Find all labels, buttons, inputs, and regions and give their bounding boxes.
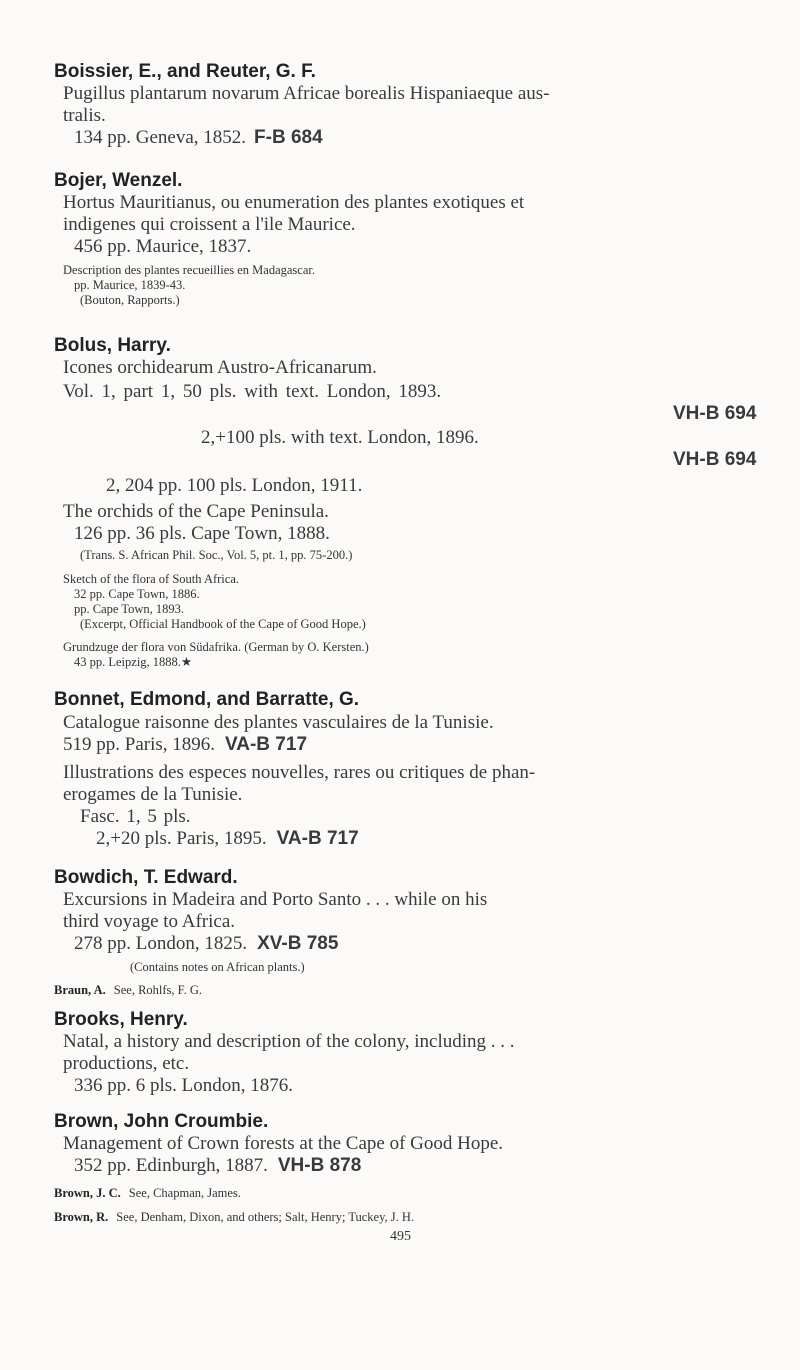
call-number: VH-B 694 bbox=[673, 449, 757, 470]
imprint-line: 2, 204 pp. 100 pls. London, 1911. bbox=[106, 475, 363, 496]
title-line: The orchids of the Cape Peninsula. bbox=[63, 501, 329, 522]
note-line: pp. Cape Town, 1893. bbox=[74, 602, 184, 616]
note-line: Sketch of the flora of South Africa. bbox=[63, 572, 239, 586]
imprint-line: 2,+100 pls. with text. London, 1896. bbox=[201, 427, 479, 448]
imprint-line: Vol. 1, part 1, 50 pls. with text. London, 1893. bbox=[63, 381, 442, 402]
note-line: (Contains notes on African plants.) bbox=[130, 960, 305, 974]
entry-heading: Bowdich, T. Edward. bbox=[54, 867, 238, 888]
title-line: Illustrations des especes nouvelles, rares ou critiques de phan- bbox=[63, 762, 536, 783]
title-line: tralis. bbox=[63, 105, 106, 126]
imprint-line: 278 pp. London, 1825. XV-B 785 bbox=[74, 933, 339, 954]
cross-reference: Brown, R. See, Denham, Dixon, and others; Salt, Henry; Tuckey, J. H. bbox=[54, 1210, 415, 1224]
imprint-line: 336 pp. 6 pls. London, 1876. bbox=[74, 1075, 294, 1096]
note-line: (Trans. S. African Phil. Soc., Vol. 5, pt. 1, pp. 75-200.) bbox=[80, 548, 353, 562]
cross-reference: Braun, A. See, Rohlfs, F. G. bbox=[54, 983, 203, 997]
call-number: VH-B 694 bbox=[673, 403, 757, 424]
call-number: VA-B 717 bbox=[225, 734, 308, 755]
note-line: (Excerpt, Official Handbook of the Cape of Good Hope.) bbox=[80, 617, 366, 631]
note-line: Grundzuge der flora von Südafrika. (German by O. Kersten.) bbox=[63, 640, 369, 654]
call-number: VH-B 878 bbox=[277, 1155, 362, 1176]
title-line: productions, etc. bbox=[63, 1053, 190, 1074]
entry-heading: Bojer, Wenzel. bbox=[54, 170, 183, 191]
title-line: Management of Crown forests at the Cape of Good Hope. bbox=[63, 1133, 504, 1154]
title-line: erogames de la Tunisie. bbox=[63, 784, 243, 805]
imprint-line: 352 pp. Edinburgh, 1887. VH-B 878 bbox=[74, 1155, 362, 1176]
imprint-line: 2,+20 pls. Paris, 1895. VA-B 717 bbox=[96, 828, 359, 849]
title-line: indigenes qui croissent a l'ile Maurice. bbox=[63, 214, 356, 235]
entry-heading: Brown, John Croumbie. bbox=[54, 1111, 269, 1132]
imprint-line: 134 pp. Geneva, 1852. F-B 684 bbox=[74, 127, 323, 148]
note-line: 43 pp. Leipzig, 1888.★ bbox=[74, 655, 193, 669]
cross-ref-heading: Brown, J. C. bbox=[54, 1186, 121, 1200]
title-line: Excursions in Madeira and Porto Santo . . . while on his bbox=[63, 889, 488, 910]
imprint-line: 456 pp. Maurice, 1837. bbox=[74, 236, 252, 257]
imprint-line: 519 pp. Paris, 1896. VA-B 717 bbox=[63, 734, 308, 755]
page-number: 495 bbox=[390, 1229, 411, 1244]
cross-ref-heading: Braun, A. bbox=[54, 983, 106, 997]
title-line: Pugillus plantarum novarum Africae borealis Hispaniaeque aus- bbox=[63, 83, 550, 104]
entry-heading: Boissier, E., and Reuter, G. F. bbox=[54, 61, 316, 82]
title-line: third voyage to Africa. bbox=[63, 911, 236, 932]
call-number: VA-B 717 bbox=[276, 828, 359, 849]
entry-heading: Brooks, Henry. bbox=[54, 1009, 188, 1030]
title-line: Natal, a history and description of the colony, including . . . bbox=[63, 1031, 515, 1052]
title-line: Catalogue raisonne des plantes vasculaires de la Tunisie. bbox=[63, 712, 494, 733]
note-line: 32 pp. Cape Town, 1886. bbox=[74, 587, 200, 601]
entry-heading: Bolus, Harry. bbox=[54, 335, 171, 356]
imprint-line: Fasc. 1, 5 pls. bbox=[80, 806, 191, 827]
call-number: F-B 684 bbox=[254, 127, 323, 148]
imprint-line: 126 pp. 36 pls. Cape Town, 1888. bbox=[74, 523, 330, 544]
call-number: XV-B 785 bbox=[257, 933, 339, 954]
cross-reference: Brown, J. C. See, Chapman, James. bbox=[54, 1186, 241, 1200]
entry-heading: Bonnet, Edmond, and Barratte, G. bbox=[54, 689, 360, 710]
note-line: Description des plantes recueillies en Madagascar. bbox=[63, 263, 315, 277]
cross-ref-heading: Brown, R. bbox=[54, 1210, 109, 1224]
title-line: Icones orchidearum Austro-Africanarum. bbox=[63, 357, 377, 378]
note-line: (Bouton, Rapports.) bbox=[80, 293, 180, 307]
title-line: Hortus Mauritianus, ou enumeration des plantes exotiques et bbox=[63, 192, 525, 213]
note-line: pp. Maurice, 1839-43. bbox=[74, 278, 186, 292]
